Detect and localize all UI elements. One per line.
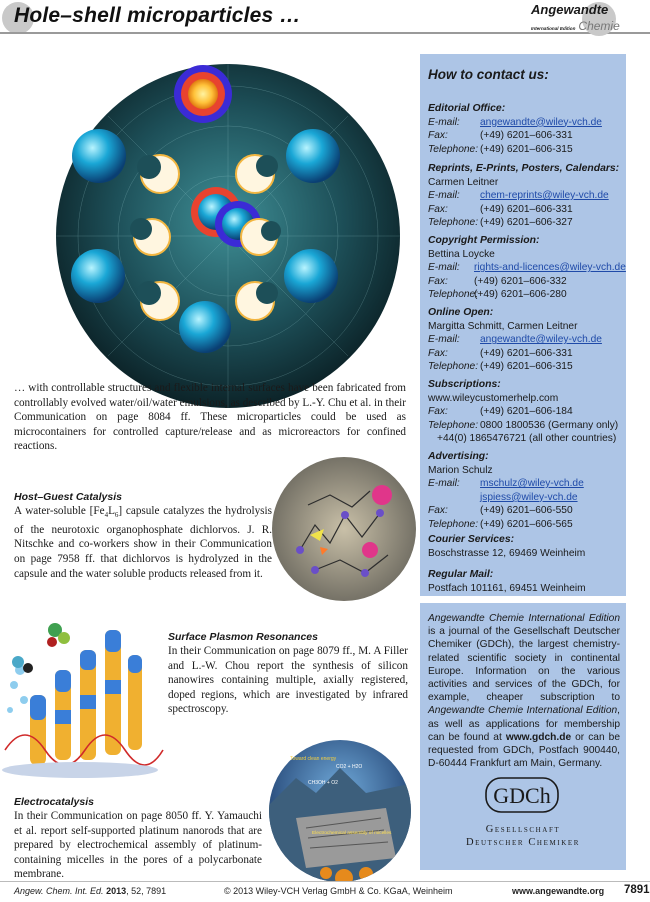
footer-website-link[interactable]: www.angewandte.org <box>512 886 605 896</box>
gdch-logo-text: GDCh <box>493 783 551 808</box>
contact-mail: Regular Mail: Postfach 101161, 69451 Weinheim <box>428 569 586 594</box>
gdch-logo <box>484 776 560 816</box>
plasmon-heading: Surface Plasmon Resonances <box>168 631 318 643</box>
contact-subscriptions: Subscriptions: www.wileycustomerhelp.com Fax: (+49) 6201–606-184 Telephone: 0800 1800536 (Germany only) +44(0) 1865476721 (all other countries) <box>428 379 619 445</box>
contact-editorial: Editorial Office: E-mail: angewandte@wiley-vch.de Fax: (+49) 6201–606-331 Telephone: (+49) 6201–606-315 <box>428 103 602 155</box>
gdch-website-link[interactable]: www.gdch.de <box>505 731 572 743</box>
contact-copyright: Copyright Permission: Bettina Loycke E-mail: rights-and-licences@wiley-vch.de Fax: (+49) 6201–606-332 Telephone:(+49) 6201–606-280 <box>428 235 626 301</box>
brand-chemie: Chemie <box>578 19 620 33</box>
gdch-description: Angewandte Chemie International Edition is a journal of the Gesellschaft Deutscher Chemiker (GDCh), the largest chemistry-related scientific society in continental Europe. Information on the various activities and services of the GDCh, for example, cheaper subscription to Angewandte Chemie International Edition, as well as applications for membership can be found at www.gdch.de or can be requested from GDCh, Postfach 900440, D-60444 Frankfurt am Main, Germany. <box>428 613 620 770</box>
electrocatalysis-illustration <box>266 738 414 884</box>
plasmon-section <box>168 630 408 717</box>
journal-brand <box>531 3 650 35</box>
host-guest-section <box>14 490 272 581</box>
footer-copyright: © 2013 Wiley-VCH Verlag GmbH & Co. KGaA, Weinheim <box>224 886 453 896</box>
sphere-3 <box>71 249 125 303</box>
footer-rule <box>0 881 650 882</box>
electro-section <box>14 795 262 882</box>
page-number: 7891 <box>624 884 650 896</box>
intro-paragraph: … with controllable structures and flexible internal surfaces have been fabricated from controllably evolved water/oil/water emulsions, as described by L.-Y. Chu et al. in their Communication on page 8084 ff. These microparticles could be used as microcontainers for controlled capture/release and as microreactors for confined reactions. <box>14 382 406 453</box>
sphere-1 <box>72 129 126 183</box>
brand-edition: International Edition <box>531 26 576 31</box>
advertising-email2-link[interactable]: jspiess@wiley-vch.de <box>480 491 578 503</box>
footer-citation: Angew. Chem. Int. Ed. 2013, 52, 7891 <box>14 886 167 896</box>
contact-title: How to contact us: <box>428 67 549 82</box>
subscriptions-website-link[interactable]: www.wileycustomerhelp.com <box>428 392 559 404</box>
brand-name: Angewandte <box>531 2 609 17</box>
sphere-4 <box>284 249 338 303</box>
contact-advertising: Advertising: Marion Schulz E-mail: mschulz@wiley-vch.de jspiess@wiley-vch.de Fax: (+49) 6201–606-550 Telephone: (+49) 6201–606-565 <box>428 451 584 530</box>
nanowire-illustration <box>0 600 166 780</box>
editorial-email-link[interactable]: angewandte@wiley-vch.de <box>480 116 602 128</box>
figure-label-assembly: Electrochemical assembly of micelles <box>312 831 392 836</box>
electro-text: In their Communication on page 8050 ff. Y. Yamauchi et al. report self-supported platinum nanorods that are prepared by electrochemical assembly of platinum-containing micelles in the pores of a polycarbonate membrane. <box>14 810 262 881</box>
host-guest-illustration <box>270 455 418 603</box>
figure-label-co2: CO2 + H2O <box>336 764 363 770</box>
sphere-2 <box>286 129 340 183</box>
copyright-email-link[interactable]: rights-and-licences@wiley-vch.de <box>474 262 626 274</box>
contact-open: Online Open: Margitta Schmitt, Carmen Leitner E-mail: angewandte@wiley-vch.de Fax: (+49) 6201–606-331 Telephone: (+49) 6201–606-315 <box>428 307 602 373</box>
nanowire-array <box>30 630 142 765</box>
host-guest-heading: Host–Guest Catalysis <box>14 491 122 503</box>
figure-label-methanol: CH3OH + O2 <box>308 780 338 786</box>
sphere-5 <box>179 301 231 353</box>
advertising-email-link[interactable]: mschulz@wiley-vch.de <box>480 478 584 490</box>
contact-reprints: Reprints, E-Prints, Posters, Calendars: Carmen Leitner E-mail: chem-reprints@wiley-vch.de Fax: (+49) 6201–606-331 Telephone: (+49) 6201–606-327 <box>428 163 620 229</box>
gdch-society-name: Gesellschaft Deutscher Chemiker <box>465 824 581 848</box>
open-email-link[interactable]: angewandte@wiley-vch.de <box>480 334 602 346</box>
host-guest-text: A water-soluble $[Fe_4L_6]$ capsule catalyzes the hydrolysis of the neurotoxic organophosphate dichlorvos. J. R. Nitschke and co-workers show in their Communication on page 7958 ff. that dichlorvos is hydrolyzed in the capsule and the water soluble products released from it. <box>14 505 272 580</box>
figure-label-clean-energy: Toward clean energy <box>290 756 337 762</box>
contact-courier: Courier Services: Boschstrasse 12, 69469 Weinheim <box>428 534 586 559</box>
cover-illustration-microparticles <box>53 61 403 411</box>
page-title: Hole–shell microparticles … <box>14 4 301 27</box>
electro-heading: Electrocatalysis <box>14 796 94 808</box>
reprints-email-link[interactable]: chem-reprints@wiley-vch.de <box>480 190 609 202</box>
plasmon-text: In their Communication on page 8079 ff., M. A Filler and L.-W. Chou report the synthesis of silicon nanowires containing multiple, axially registered, doped regions, which are investigated by infrared spectroscopy. <box>168 645 408 716</box>
